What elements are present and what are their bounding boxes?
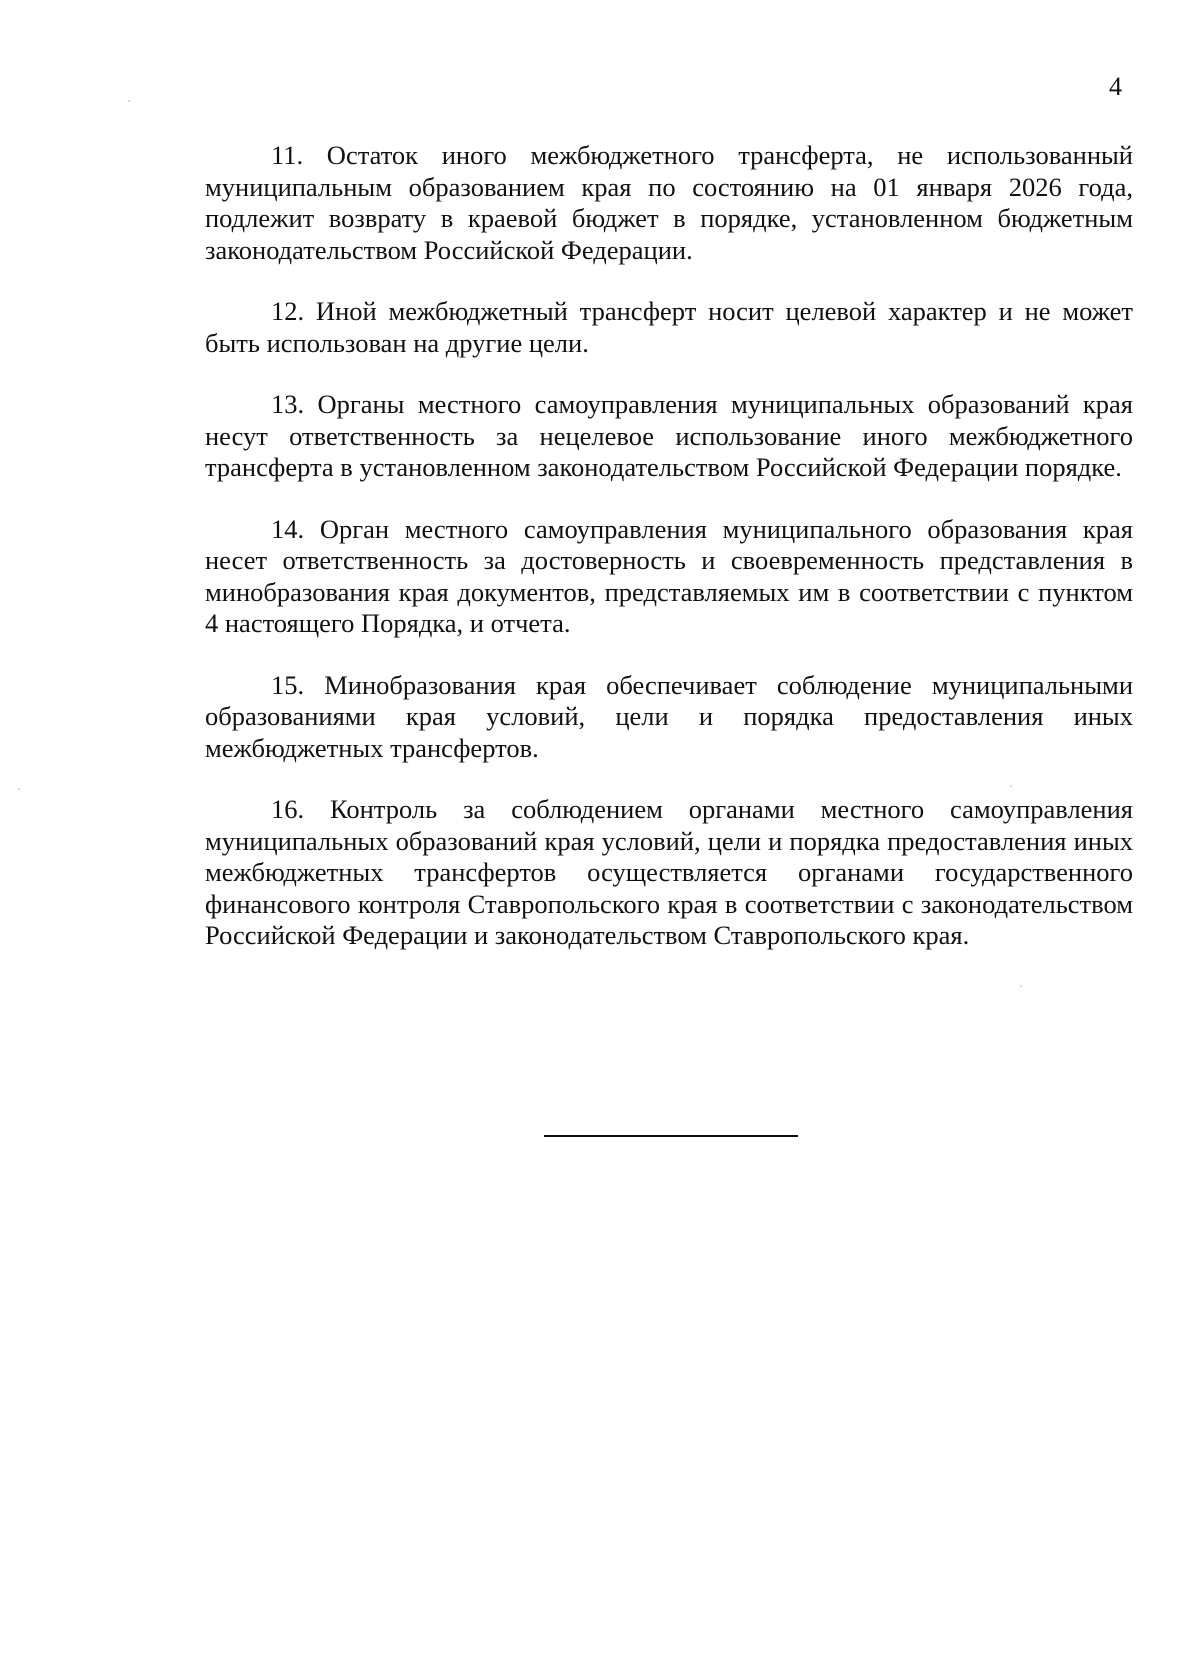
paragraph-15: 15. Минобразования края обеспечивает соблюдение муниципальными образованиями края условий, цели и порядка предоставления иных межбюджетных трансфертов. — [205, 669, 1133, 763]
paragraph-16: 16. Контроль за соблюдением органами местного самоуправления муниципальных образований края условий, цели и порядка предоставления иных межбюджетных трансфертов осуществляется органами государственного финансового контроля Ставропольского края в соответствии с законодательством Российской Федерации и законодательством Ставропольского края. — [205, 794, 1133, 950]
scan-speck — [128, 100, 130, 102]
page-number: 4 — [1109, 72, 1122, 101]
scan-speck — [1010, 785, 1012, 787]
end-of-document-rule — [544, 1135, 798, 1137]
document-body — [205, 140, 1133, 952]
paragraph-12: 12. Иной межбюджетный трансферт носит целевой характер и не может быть использован на другие цели. — [205, 296, 1133, 358]
scan-speck — [1020, 985, 1022, 987]
paragraph-13: 13. Органы местного самоуправления муниципальных образований края несут ответственность за нецелевое использование иного межбюджетного трансферта в установленном законодательством Российской Федерации порядке. — [205, 389, 1133, 482]
paragraph-14: 14. Орган местного самоуправления муниципального образования края несет ответственность за достоверность и своевременность представления в минобразования края документов, представляемых им в соответствии с пунктом 4 настоящего Порядка, и отчета. — [205, 513, 1133, 638]
paragraph-11: 11. Остаток иного межбюджетного трансферта, не использованный муниципальным образованием края по состоянию на 01 января 2026 года, подлежит возврату в краевой бюджет в порядке, установленном бюджетным законодательством Российской Федерации. — [205, 140, 1133, 265]
scan-speck — [18, 788, 20, 790]
